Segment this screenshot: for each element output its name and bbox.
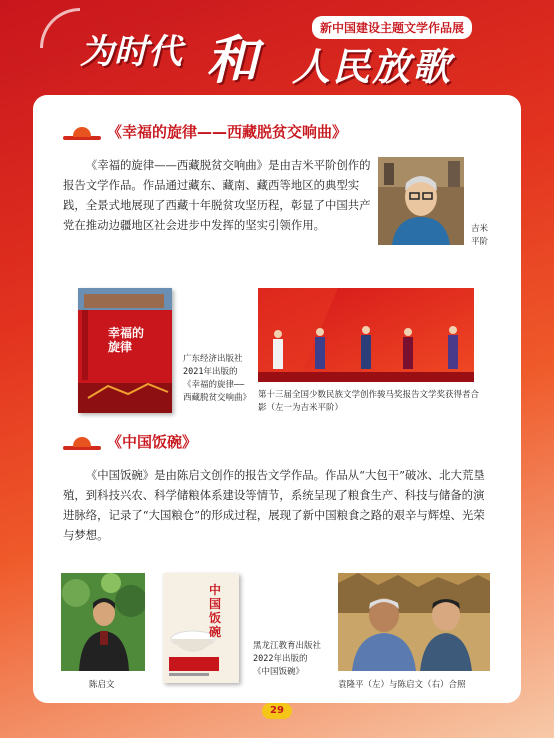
book-title-china-rice-bowl: 中国饭碗 xyxy=(209,583,222,639)
content-card xyxy=(33,95,521,703)
title-part-3: 人民放歌 xyxy=(292,45,453,89)
decorative-arc xyxy=(40,8,80,48)
page-number: 29 xyxy=(262,703,292,719)
section2-heading xyxy=(63,431,197,452)
book-title-happiness: 幸福的旋律 xyxy=(108,326,145,354)
author-caption-jimi: 吉米平阶 xyxy=(471,224,489,247)
sunrise-icon xyxy=(63,124,101,140)
page-header xyxy=(0,0,554,90)
exhibition-tag: 新中国建设主题文学作品展 xyxy=(312,16,472,39)
author-photo-jimi xyxy=(378,157,464,245)
award-caption: 第十三届全国少数民族文学创作骏马奖报告文学奖获得者合影（左一为吉米平阶） xyxy=(258,390,480,413)
yuan-chen-photo xyxy=(338,573,490,671)
author-caption-chen: 陈启文 xyxy=(89,680,115,690)
award-ceremony-photo xyxy=(258,288,474,382)
title-part-2: 和 xyxy=(206,31,259,91)
section1-paragraph: 《幸福的旋律——西藏脱贫交响曲》是由吉米平阶创作的报告文学作品。作品通过藏东、藏南、藏西等地区的典型实践，全景式地展现了西藏十年脱贫攻坚历程，彰显了中国共产党在推动边疆地区社会进步中发挥的坚实引领作用。 xyxy=(63,158,371,232)
title-part-1: 为时代 xyxy=(80,32,182,72)
book-cover-happiness xyxy=(78,288,172,413)
section2-paragraph: 《中国饭碗》是由陈启文创作的报告文学作品。作品从“大包干”破冰、北大荒垦殖，到科技兴农、科学储粮体系建设等情节，系统呈现了粮食生产、科技与储备的演进脉络，记录了“大国粮仓”的形成过程，展现了新中国粮食之路的艰辛与辉煌、光荣与梦想。 xyxy=(63,468,485,542)
sunrise-icon xyxy=(63,434,101,450)
section2-title: 《中国饭碗》 xyxy=(107,433,198,451)
book-caption-happiness: 广东经济出版社2021年出版的《幸福的旋律——西藏脱贫交响曲》 xyxy=(183,354,252,403)
section1-heading xyxy=(63,121,347,142)
section1-title: 《幸福的旋律——西藏脱贫交响曲》 xyxy=(107,123,348,141)
book-cover-china-rice-bowl xyxy=(163,573,239,683)
duo-caption: 袁隆平（左）与陈启文（右）合照 xyxy=(338,680,466,690)
book-caption-china-rice-bowl: 黑龙江教育出版社2022年出版的《中国饭碗》 xyxy=(253,641,322,677)
author-photo-chen xyxy=(61,573,145,671)
